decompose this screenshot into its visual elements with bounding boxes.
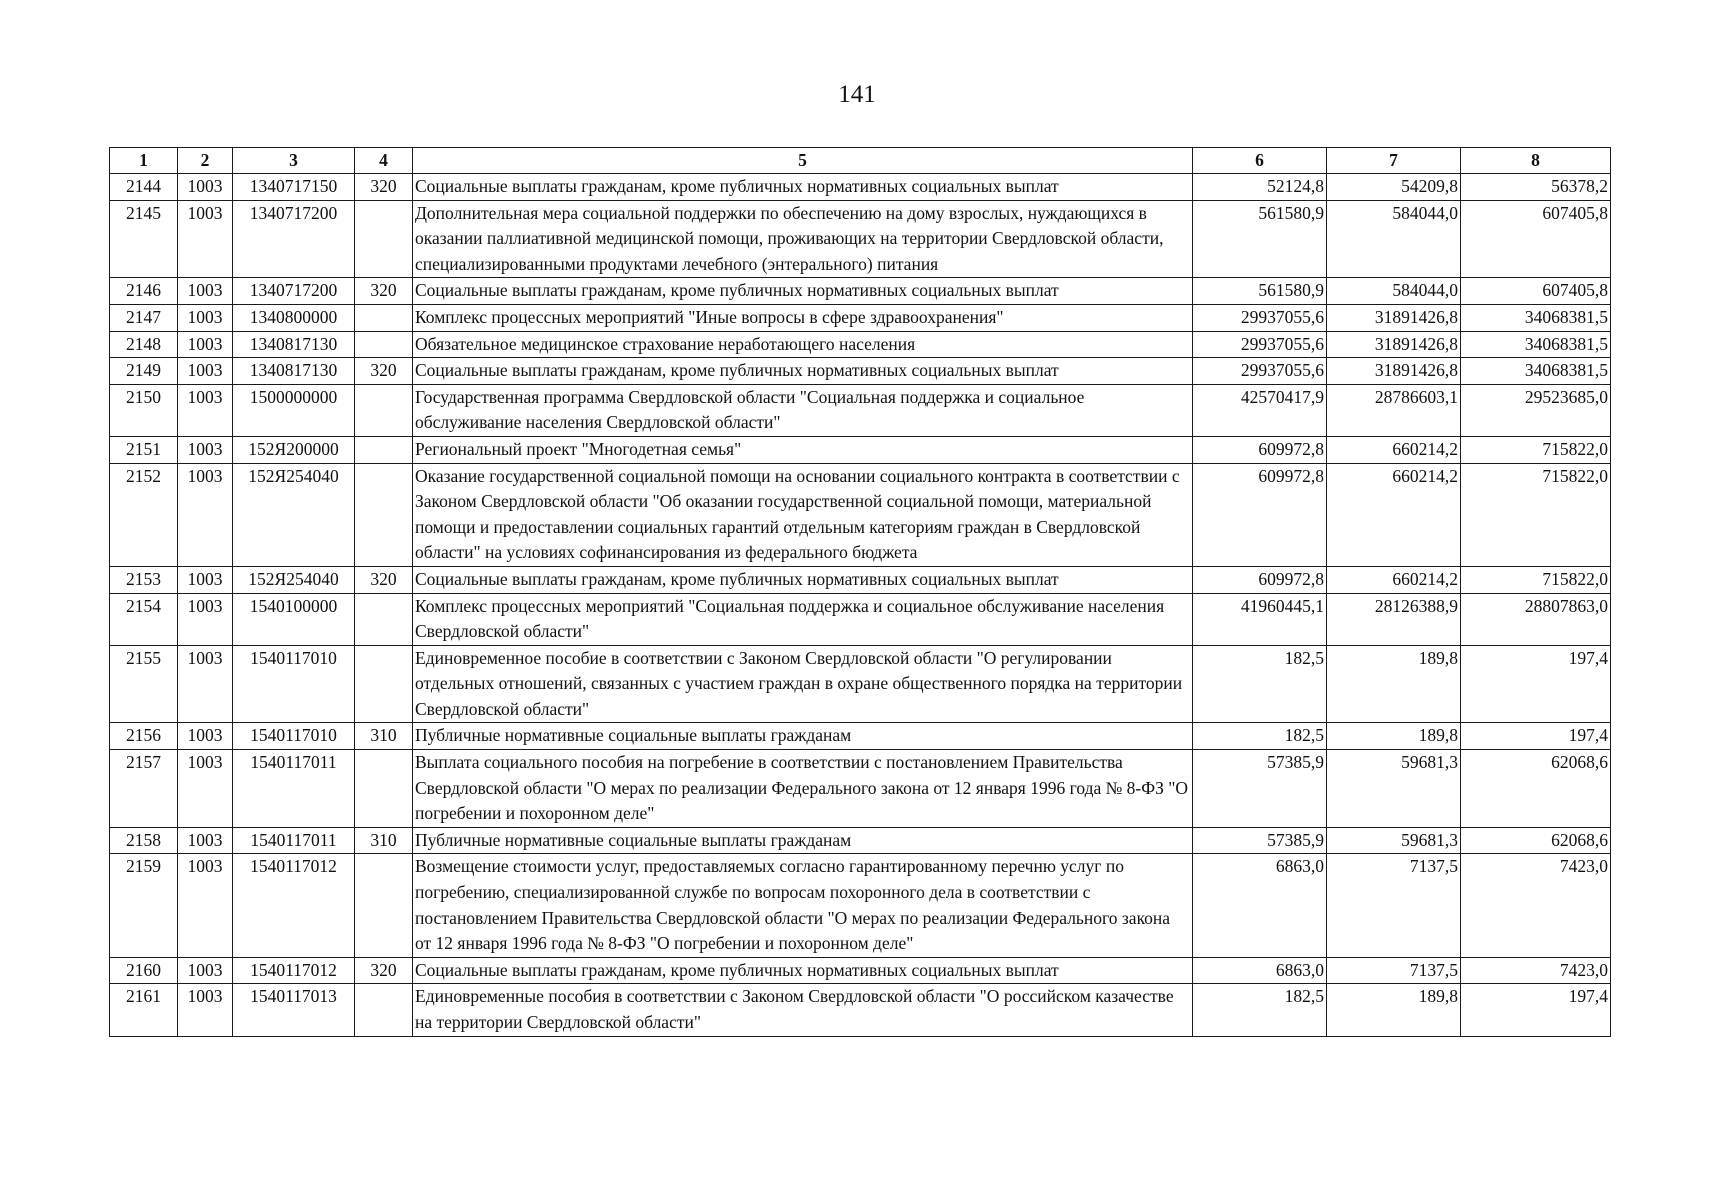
amount-col-8: 62068,6: [1461, 827, 1611, 854]
header-cell-4: 4: [355, 148, 413, 174]
row-number: 2145: [110, 200, 178, 278]
header-cell-6: 6: [1193, 148, 1327, 174]
table-row: [110, 200, 1611, 278]
item-name: Социальные выплаты гражданам, кроме публичных нормативных социальных выплат: [413, 566, 1193, 593]
amount-col-7: 660214,2: [1327, 436, 1461, 463]
amount-col-6: 182,5: [1193, 984, 1327, 1036]
amount-col-6: 561580,9: [1193, 200, 1327, 278]
section-code: 1003: [178, 436, 233, 463]
amount-col-6: 57385,9: [1193, 750, 1327, 828]
expense-kind: 310: [355, 723, 413, 750]
row-number: 2157: [110, 750, 178, 828]
item-name: Единовременные пособия в соответствии с Законом Свердловской области "О российском казачестве на территории Свердловской области": [413, 984, 1193, 1036]
amount-col-7: 660214,2: [1327, 566, 1461, 593]
expense-kind: 320: [355, 957, 413, 984]
header-cell-8: 8: [1461, 148, 1611, 174]
target-code: 1540117012: [233, 854, 355, 957]
row-number: 2144: [110, 174, 178, 201]
amount-col-6: 41960445,1: [1193, 593, 1327, 645]
row-number: 2150: [110, 384, 178, 436]
section-code: 1003: [178, 331, 233, 358]
amount-col-8: 607405,8: [1461, 278, 1611, 305]
amount-col-6: 6863,0: [1193, 957, 1327, 984]
amount-col-6: 609972,8: [1193, 463, 1327, 566]
target-code: 1540117012: [233, 957, 355, 984]
amount-col-7: 28126388,9: [1327, 593, 1461, 645]
row-number: 2154: [110, 593, 178, 645]
target-code: 1540117011: [233, 750, 355, 828]
table-row: [110, 593, 1611, 645]
header-cell-1: 1: [110, 148, 178, 174]
header-cell-5: 5: [413, 148, 1193, 174]
table-body: [110, 174, 1611, 1037]
amount-col-8: 7423,0: [1461, 957, 1611, 984]
amount-col-8: 607405,8: [1461, 200, 1611, 278]
expense-kind: 320: [355, 174, 413, 201]
item-name: Дополнительная мера социальной поддержки по обеспечению на дому взрослых, нуждающихся в оказании паллиативной медицинской помощи, проживающих на территории Свердловской области, специализированными продуктами лечебного (энтерального) питания: [413, 200, 1193, 278]
amount-col-7: 189,8: [1327, 723, 1461, 750]
section-code: 1003: [178, 645, 233, 723]
table-row: [110, 384, 1611, 436]
target-code: 1540117011: [233, 827, 355, 854]
table-row: [110, 854, 1611, 957]
expense-kind: [355, 854, 413, 957]
section-code: 1003: [178, 384, 233, 436]
row-number: 2151: [110, 436, 178, 463]
section-code: 1003: [178, 750, 233, 828]
expense-kind: [355, 463, 413, 566]
table-row: [110, 331, 1611, 358]
amount-col-7: 584044,0: [1327, 200, 1461, 278]
header-cell-2: 2: [178, 148, 233, 174]
amount-col-7: 584044,0: [1327, 278, 1461, 305]
target-code: 1500000000: [233, 384, 355, 436]
section-code: 1003: [178, 854, 233, 957]
target-code: 152Я200000: [233, 436, 355, 463]
amount-col-6: 6863,0: [1193, 854, 1327, 957]
table-row: [110, 984, 1611, 1036]
table-row: [110, 463, 1611, 566]
amount-col-7: 54209,8: [1327, 174, 1461, 201]
amount-col-7: 31891426,8: [1327, 304, 1461, 331]
amount-col-8: 34068381,5: [1461, 331, 1611, 358]
amount-col-7: 59681,3: [1327, 827, 1461, 854]
header-row: [110, 148, 1611, 174]
page-number: 141: [838, 81, 876, 108]
amount-col-7: 31891426,8: [1327, 358, 1461, 385]
amount-col-6: 182,5: [1193, 645, 1327, 723]
row-number: 2161: [110, 984, 178, 1036]
amount-col-6: 42570417,9: [1193, 384, 1327, 436]
target-code: 1340817130: [233, 358, 355, 385]
table-row: [110, 304, 1611, 331]
row-number: 2155: [110, 645, 178, 723]
expense-kind: [355, 984, 413, 1036]
expense-kind: [355, 593, 413, 645]
amount-col-7: 31891426,8: [1327, 331, 1461, 358]
target-code: 1340717150: [233, 174, 355, 201]
target-code: 1540117013: [233, 984, 355, 1036]
target-code: 1540117010: [233, 645, 355, 723]
amount-col-7: 189,8: [1327, 984, 1461, 1036]
row-number: 2159: [110, 854, 178, 957]
amount-col-8: 34068381,5: [1461, 304, 1611, 331]
amount-col-7: 7137,5: [1327, 957, 1461, 984]
target-code: 1340717200: [233, 278, 355, 305]
amount-col-6: 29937055,6: [1193, 331, 1327, 358]
item-name: Комплекс процессных мероприятий "Социальная поддержка и социальное обслуживание населения Свердловской области": [413, 593, 1193, 645]
amount-col-8: 197,4: [1461, 984, 1611, 1036]
table-row: [110, 723, 1611, 750]
amount-col-7: 660214,2: [1327, 463, 1461, 566]
row-number: 2148: [110, 331, 178, 358]
amount-col-8: 715822,0: [1461, 436, 1611, 463]
expense-kind: [355, 384, 413, 436]
section-code: 1003: [178, 304, 233, 331]
item-name: Обязательное медицинское страхование неработающего населения: [413, 331, 1193, 358]
expense-kind: 310: [355, 827, 413, 854]
section-code: 1003: [178, 984, 233, 1036]
section-code: 1003: [178, 278, 233, 305]
target-code: 1340817130: [233, 331, 355, 358]
expense-kind: [355, 304, 413, 331]
section-code: 1003: [178, 200, 233, 278]
item-name: Оказание государственной социальной помощи на основании социального контракта в соответствии с Законом Свердловской области "Об оказании государственной социальной помощи, материальной помощи и предоставлении социальных гарантий отдельным категориям граждан в Свердловской области" на условиях софинансирования из федерального бюджета: [413, 463, 1193, 566]
amount-col-8: 29523685,0: [1461, 384, 1611, 436]
amount-col-6: 52124,8: [1193, 174, 1327, 201]
target-code: 152Я254040: [233, 463, 355, 566]
table-row: [110, 358, 1611, 385]
amount-col-8: 28807863,0: [1461, 593, 1611, 645]
amount-col-7: 189,8: [1327, 645, 1461, 723]
amount-col-8: 7423,0: [1461, 854, 1611, 957]
section-code: 1003: [178, 358, 233, 385]
section-code: 1003: [178, 593, 233, 645]
amount-col-7: 7137,5: [1327, 854, 1461, 957]
table-row: [110, 827, 1611, 854]
item-name: Выплата социального пособия на погребение в соответствии с постановлением Правительства Свердловской области "О мерах по реализации Федерального закона от 12 января 1996 года № 8-ФЗ "О погребении и похоронном деле": [413, 750, 1193, 828]
budget-table: [109, 147, 1611, 1037]
amount-col-8: 197,4: [1461, 645, 1611, 723]
row-number: 2156: [110, 723, 178, 750]
header-cell-7: 7: [1327, 148, 1461, 174]
section-code: 1003: [178, 566, 233, 593]
row-number: 2147: [110, 304, 178, 331]
table-row: [110, 278, 1611, 305]
target-code: 1540117010: [233, 723, 355, 750]
item-name: Социальные выплаты гражданам, кроме публичных нормативных социальных выплат: [413, 358, 1193, 385]
expense-kind: 320: [355, 278, 413, 305]
expense-kind: [355, 436, 413, 463]
expense-kind: [355, 750, 413, 828]
table-row: [110, 957, 1611, 984]
table-row: [110, 645, 1611, 723]
amount-col-8: 62068,6: [1461, 750, 1611, 828]
section-code: 1003: [178, 957, 233, 984]
target-code: 152Я254040: [233, 566, 355, 593]
expense-kind: 320: [355, 566, 413, 593]
section-code: 1003: [178, 463, 233, 566]
row-number: 2149: [110, 358, 178, 385]
amount-col-7: 59681,3: [1327, 750, 1461, 828]
table-row: [110, 750, 1611, 828]
expense-kind: 320: [355, 358, 413, 385]
amount-col-8: 34068381,5: [1461, 358, 1611, 385]
row-number: 2146: [110, 278, 178, 305]
item-name: Государственная программа Свердловской области "Социальная поддержка и социальное обслуживание населения Свердловской области": [413, 384, 1193, 436]
expense-kind: [355, 200, 413, 278]
item-name: Единовременное пособие в соответствии с Законом Свердловской области "О регулировании отдельных отношений, связанных с участием граждан в охране общественного порядка на территории Свердловской области": [413, 645, 1193, 723]
amount-col-7: 28786603,1: [1327, 384, 1461, 436]
amount-col-6: 609972,8: [1193, 436, 1327, 463]
amount-col-8: 715822,0: [1461, 463, 1611, 566]
amount-col-6: 29937055,6: [1193, 304, 1327, 331]
item-name: Публичные нормативные социальные выплаты гражданам: [413, 723, 1193, 750]
amount-col-6: 609972,8: [1193, 566, 1327, 593]
table-row: [110, 436, 1611, 463]
expense-kind: [355, 331, 413, 358]
section-code: 1003: [178, 174, 233, 201]
item-name: Социальные выплаты гражданам, кроме публичных нормативных социальных выплат: [413, 278, 1193, 305]
section-code: 1003: [178, 723, 233, 750]
amount-col-8: 715822,0: [1461, 566, 1611, 593]
amount-col-6: 57385,9: [1193, 827, 1327, 854]
header-cell-3: 3: [233, 148, 355, 174]
table-row: [110, 566, 1611, 593]
item-name: Комплекс процессных мероприятий "Иные вопросы в сфере здравоохранения": [413, 304, 1193, 331]
row-number: 2160: [110, 957, 178, 984]
amount-col-6: 561580,9: [1193, 278, 1327, 305]
item-name: Публичные нормативные социальные выплаты гражданам: [413, 827, 1193, 854]
row-number: 2152: [110, 463, 178, 566]
item-name: Социальные выплаты гражданам, кроме публичных нормативных социальных выплат: [413, 957, 1193, 984]
table-row: [110, 174, 1611, 201]
row-number: 2158: [110, 827, 178, 854]
item-name: Социальные выплаты гражданам, кроме публичных нормативных социальных выплат: [413, 174, 1193, 201]
target-code: 1340717200: [233, 200, 355, 278]
item-name: Возмещение стоимости услуг, предоставляемых согласно гарантированному перечню услуг по погребению, специализированной службе по вопросам похоронного дела в соответствии с постановлением Правительства Свердловской области "О мерах по реализации Федерального закона от 12 января 1996 года № 8-ФЗ "О погребении и похоронном деле": [413, 854, 1193, 957]
item-name: Региональный проект "Многодетная семья": [413, 436, 1193, 463]
row-number: 2153: [110, 566, 178, 593]
expense-kind: [355, 645, 413, 723]
target-code: 1540100000: [233, 593, 355, 645]
table-header: [110, 148, 1611, 174]
target-code: 1340800000: [233, 304, 355, 331]
amount-col-8: 197,4: [1461, 723, 1611, 750]
amount-col-6: 182,5: [1193, 723, 1327, 750]
amount-col-8: 56378,2: [1461, 174, 1611, 201]
section-code: 1003: [178, 827, 233, 854]
amount-col-6: 29937055,6: [1193, 358, 1327, 385]
